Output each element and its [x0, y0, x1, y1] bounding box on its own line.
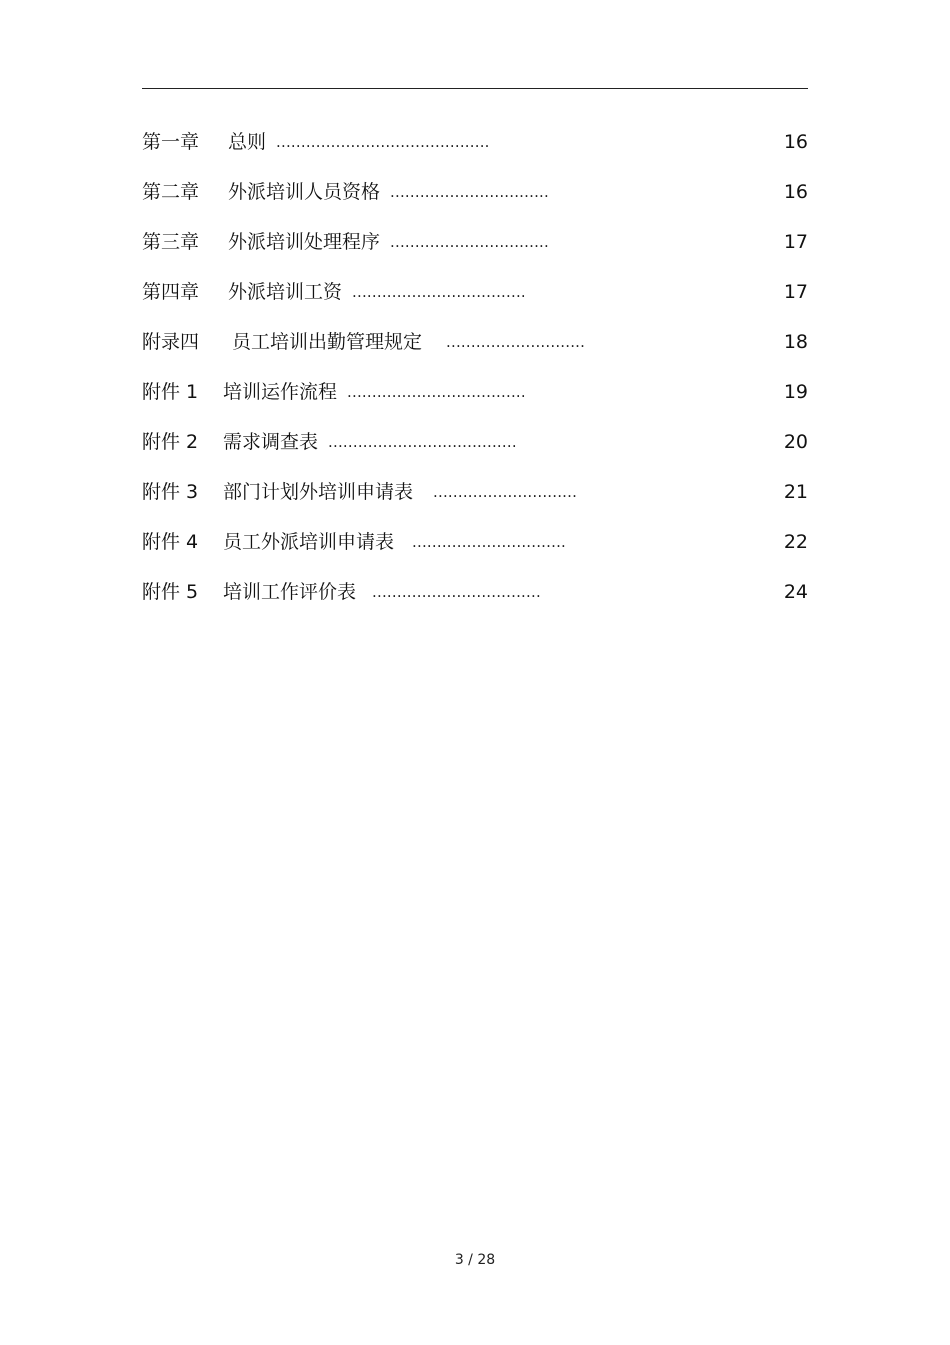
toc-entry-label: 第四章 [142, 281, 200, 303]
toc-entry [142, 217, 808, 267]
toc-entry-title: 部门计划外培训申请表 [223, 481, 414, 503]
toc-entry-page: 22 [783, 531, 808, 553]
toc-entry-title: 需求调查表 [223, 431, 319, 453]
toc-entry-leader: .................................. [372, 583, 541, 601]
toc-entry-page: 16 [783, 181, 808, 203]
toc-entry-label: 附件 3 [142, 481, 199, 503]
toc-entry [142, 267, 808, 317]
toc-entry-label: 附录四 [142, 331, 200, 353]
toc-entry-title: 总则 [228, 131, 267, 153]
toc-entry-page: 16 [783, 131, 808, 153]
toc-entry-label: 附件 1 [142, 381, 199, 403]
toc-entry [142, 367, 808, 417]
toc-entry-label: 附件 4 [142, 531, 199, 553]
toc-entry-page: 24 [783, 581, 808, 603]
toc-entry-page: 18 [783, 331, 808, 353]
toc-entry-label: 附件 2 [142, 431, 199, 453]
toc-entry-page: 19 [783, 381, 808, 403]
toc-entry-leader: ............................... [412, 533, 567, 551]
toc-entry [142, 117, 808, 167]
page-number: 3 / 28 [454, 1252, 496, 1268]
toc-entry-leader: ........................................... [276, 133, 490, 151]
toc-entry-leader: ................................ [390, 183, 549, 201]
table-of-contents [142, 117, 808, 617]
toc-entry-title: 外派培训人员资格 [228, 181, 381, 203]
toc-entry-title: 培训运作流程 [223, 381, 338, 403]
toc-entry-leader: ................................ [390, 233, 549, 251]
toc-entry-leader: ...................................... [328, 433, 517, 451]
toc-entry-page: 17 [783, 281, 808, 303]
toc-entry-label: 附件 5 [142, 581, 199, 603]
toc-entry-label: 第一章 [142, 131, 200, 153]
toc-entry [142, 417, 808, 467]
toc-entry-label: 第三章 [142, 231, 200, 253]
toc-entry-title: 员工外派培训申请表 [223, 531, 395, 553]
toc-entry [142, 467, 808, 517]
toc-entry-page: 21 [783, 481, 808, 503]
toc-entry-title: 外派培训工资 [228, 281, 343, 303]
toc-entry-label: 第二章 [142, 181, 200, 203]
toc-entry [142, 517, 808, 567]
toc-entry [142, 167, 808, 217]
toc-entry-leader: ............................. [433, 483, 578, 501]
toc-entry-leader: ............................ [446, 333, 586, 351]
header-rule [142, 88, 808, 89]
toc-entry-page: 20 [783, 431, 808, 453]
toc-entry-title: 外派培训处理程序 [228, 231, 381, 253]
toc-entry [142, 317, 808, 367]
toc-entry [142, 567, 808, 617]
toc-entry-leader: ................................... [352, 283, 526, 301]
toc-entry-title: 员工培训出勤管理规定 [232, 331, 423, 353]
toc-entry-leader: .................................... [347, 383, 526, 401]
toc-entry-title: 培训工作评价表 [223, 581, 357, 603]
toc-entry-page: 17 [783, 231, 808, 253]
